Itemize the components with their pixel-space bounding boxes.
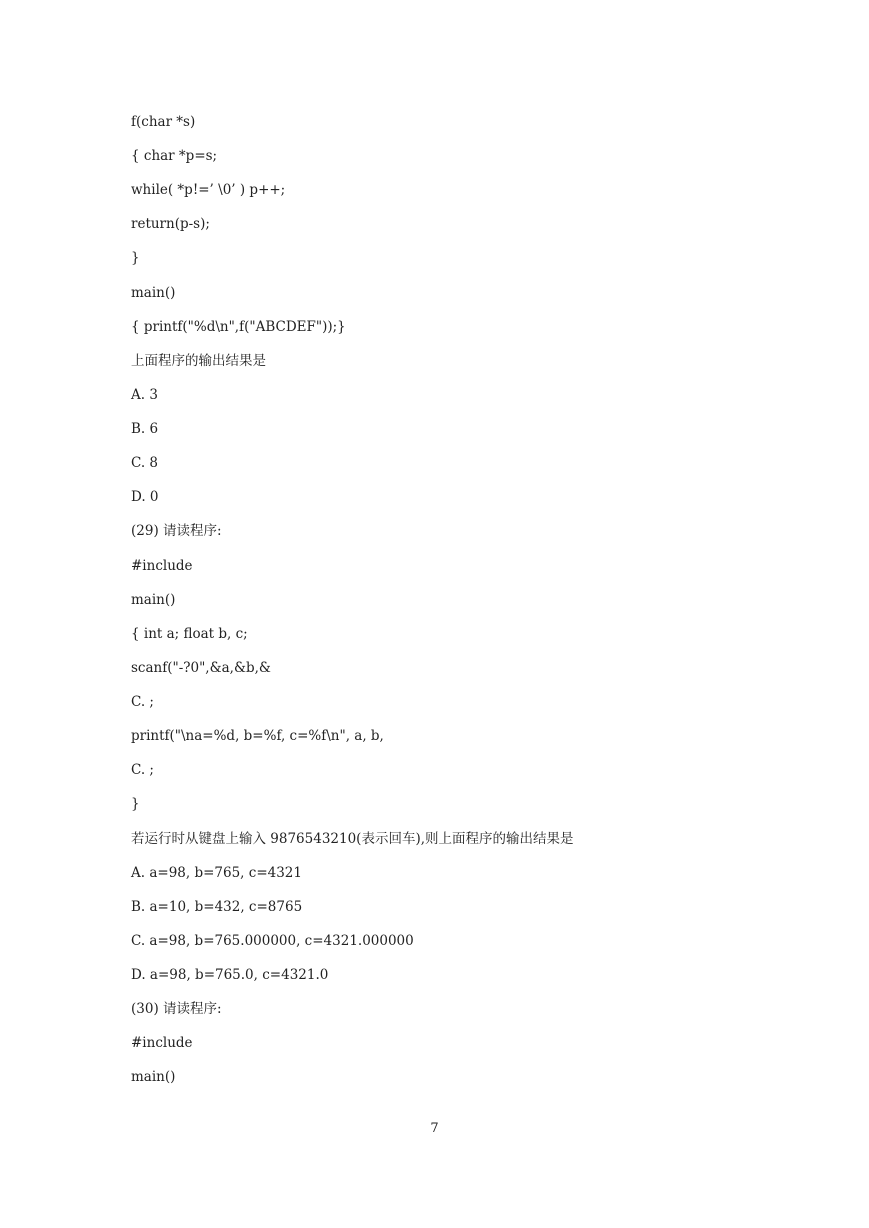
answer-option: A. 3	[131, 387, 158, 403]
question-heading: (30) 请读程序:	[131, 1001, 222, 1017]
code-line: }	[131, 796, 140, 812]
code-line: C. ;	[131, 694, 154, 710]
question-text: 若运行时从键盘上输入 9876543210(表示回车),则上面程序的输出结果是	[131, 831, 574, 847]
answer-option: A. a=98, b=765, c=4321	[131, 865, 302, 881]
answer-option: B. a=10, b=432, c=8765	[131, 899, 303, 915]
code-line: { int a; float b, c;	[131, 626, 248, 642]
code-line: main()	[131, 592, 176, 608]
code-line: while( *p!=’ \0’ ) p++;	[131, 182, 286, 198]
code-line: f(char *s)	[131, 114, 196, 130]
question-heading: (29) 请读程序:	[131, 523, 222, 539]
answer-option: D. 0	[131, 489, 159, 505]
code-line: main()	[131, 1069, 176, 1085]
code-line: { char *p=s;	[131, 148, 218, 164]
code-line: }	[131, 250, 140, 266]
page-number: 7	[430, 1121, 439, 1136]
code-line: main()	[131, 285, 176, 301]
code-line: { printf("%d\n",f("ABCDEF"));}	[131, 319, 346, 335]
question-text: 上面程序的输出结果是	[131, 353, 266, 369]
code-line: return(p-s);	[131, 216, 210, 232]
answer-option: D. a=98, b=765.0, c=4321.0	[131, 967, 329, 983]
code-line: #include	[131, 1035, 193, 1051]
answer-option: C. 8	[131, 455, 159, 471]
answer-option: C. a=98, b=765.000000, c=4321.000000	[131, 933, 414, 949]
code-line: scanf("-?0",&a,&b,&	[131, 660, 271, 676]
code-line: printf("\na=%d, b=%f, c=%f\n", a, b,	[131, 728, 384, 744]
answer-option: B. 6	[131, 421, 159, 437]
code-line: #include	[131, 558, 193, 574]
code-line: C. ;	[131, 762, 154, 778]
